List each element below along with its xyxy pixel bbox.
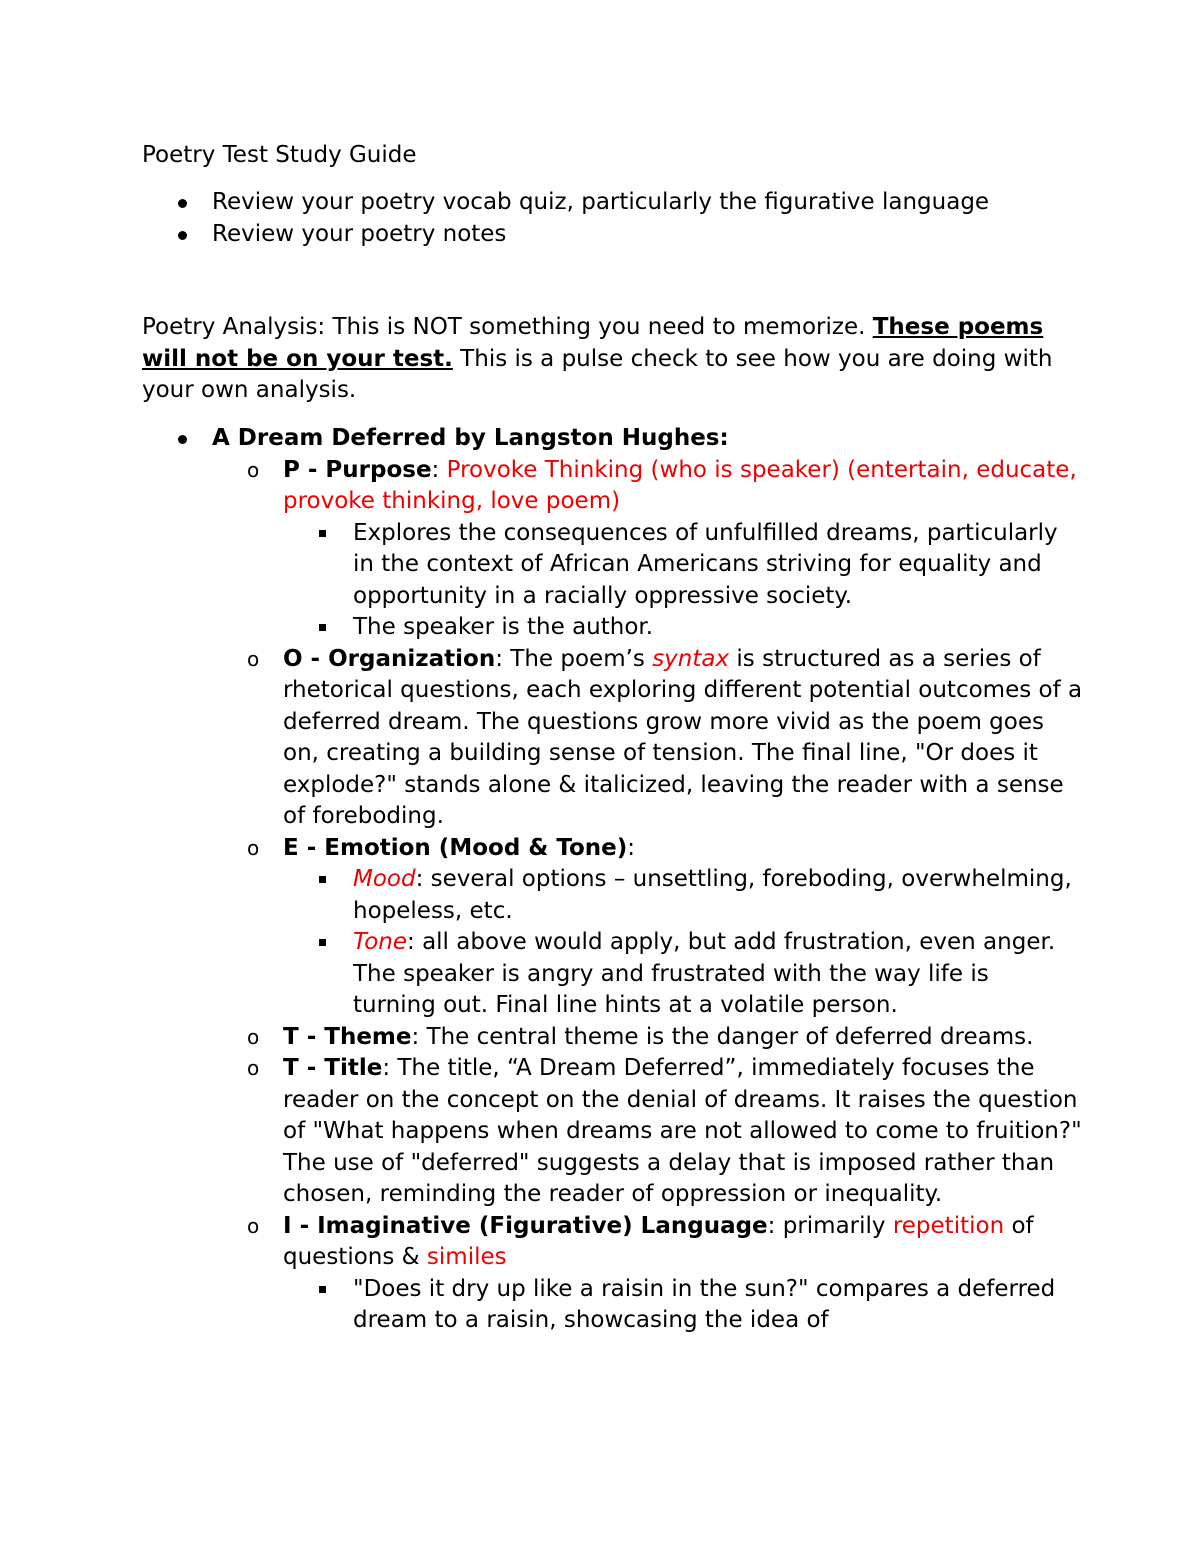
review-item (142, 219, 989, 251)
poem-heading-text: A Dream Deferred by Langston Hughes: (212, 425, 729, 451)
purpose-sub-item (142, 518, 1073, 613)
imaginative-pre: : primarily (767, 1212, 893, 1239)
bullet-icon (178, 435, 187, 444)
analysis-emphasis: These poems will not be on your test. (142, 314, 1044, 372)
bullet-icon (178, 231, 187, 240)
emotion-item (142, 833, 1083, 865)
organization-term: syntax (652, 645, 730, 672)
theme-item (142, 1022, 1083, 1054)
bullet-icon (178, 199, 187, 208)
square-bullet-icon (319, 530, 326, 537)
title-text: : The title, “A Dream Deferred”, immediately focuses the reader on the concept on the denial of dreams. It raises the question of "What happens when dreams are not allowed to come to fruition?" The use of "deferred" suggests a delay that is imposed rather than chosen, reminding the reader of oppression or inequality. (283, 1055, 1082, 1207)
imaginative-mid: of questions & (283, 1212, 1034, 1270)
organization-post: is structured as a series of rhetorical questions, each exploring different potential outcomes of a deferred dream. The questions grow more vivid as the poem goes on, creating a building sense of tension. The final line, "Or does it explode?" stands alone & italicized, leaving the reader with a sense of foreboding. (283, 645, 1083, 829)
poem-heading (142, 423, 1082, 455)
similes-term: similes (426, 1244, 507, 1270)
square-bullet-icon (319, 624, 326, 631)
theme-label: T - Theme (283, 1023, 412, 1050)
organization-item (142, 644, 1083, 833)
poem-section (142, 423, 1082, 1337)
review-item-text: Review your poetry notes (212, 220, 507, 247)
imaginative-item (142, 1211, 1083, 1274)
document-title: Poetry Test Study Guide (142, 142, 417, 168)
circle-bullet-icon: o (247, 1024, 260, 1049)
review-item-text: Review your poetry vocab quiz, particularly the figurative language (212, 189, 990, 215)
mood-text: : several options – unsettling, foreboding, overwhelming, hopeless, etc. (353, 866, 1072, 924)
square-bullet-icon (319, 939, 326, 946)
tone-term: Tone (353, 929, 408, 955)
purpose-label: P - Purpose (283, 456, 432, 483)
mood-term: Mood (353, 866, 416, 892)
title-item (142, 1053, 1083, 1211)
circle-bullet-icon: o (247, 457, 260, 482)
square-bullet-icon (319, 876, 326, 883)
circle-bullet-icon: o (247, 1056, 260, 1080)
circle-bullet-icon: o (247, 646, 260, 671)
purpose-sep: : (431, 456, 447, 483)
organization-pre: : The poem’s (495, 645, 653, 672)
analysis-intro: Poetry Analysis: This is NOT something you need to memorize. (142, 314, 873, 340)
imaginative-label: I - Imaginative (Figurative) Language (283, 1212, 768, 1239)
mood-item (142, 864, 1073, 927)
imaginative-sub-text: "Does it dry up like a raisin in the sun?" compares a deferred dream to a raisin, showcasing the idea of (353, 1275, 1056, 1333)
purpose-sub-text: Explores the consequences of unfulfilled dreams, particularly in the context of African Americans striving for equality and opportunity in a racially oppressive society. (353, 519, 1058, 609)
circle-bullet-icon: o (247, 835, 260, 860)
theme-text: : The central theme is the danger of deferred dreams. (411, 1023, 1034, 1050)
review-item (142, 187, 989, 219)
purpose-item (142, 455, 1083, 518)
square-bullet-icon (319, 1286, 326, 1293)
emotion-sep: : (627, 834, 636, 861)
repetition-term: repetition (892, 1212, 1005, 1239)
purpose-sub-text: The speaker is the author. (353, 614, 654, 640)
analysis-rest: This is a pulse check to see how you are doing with your own analysis. (142, 345, 1053, 403)
circle-bullet-icon: o (247, 1213, 260, 1238)
purpose-answer: Provoke Thinking (who is speaker) (entertain, educate, provoke thinking, love poem) (283, 456, 1077, 514)
review-list (142, 187, 989, 250)
organization-label: O - Organization (283, 645, 496, 672)
imaginative-sub-item (142, 1274, 1073, 1337)
emotion-label: E - Emotion (Mood & Tone) (283, 834, 628, 861)
title-label: T - Title (283, 1055, 383, 1081)
tone-text: : all above would apply, but add frustration, even anger. The speaker is angry and frustrated with the way life is turning out. Final line hints at a volatile person. (353, 929, 1056, 1018)
purpose-sub-item (142, 612, 1073, 644)
tone-item (142, 927, 1073, 1022)
analysis-paragraph (142, 312, 1082, 407)
